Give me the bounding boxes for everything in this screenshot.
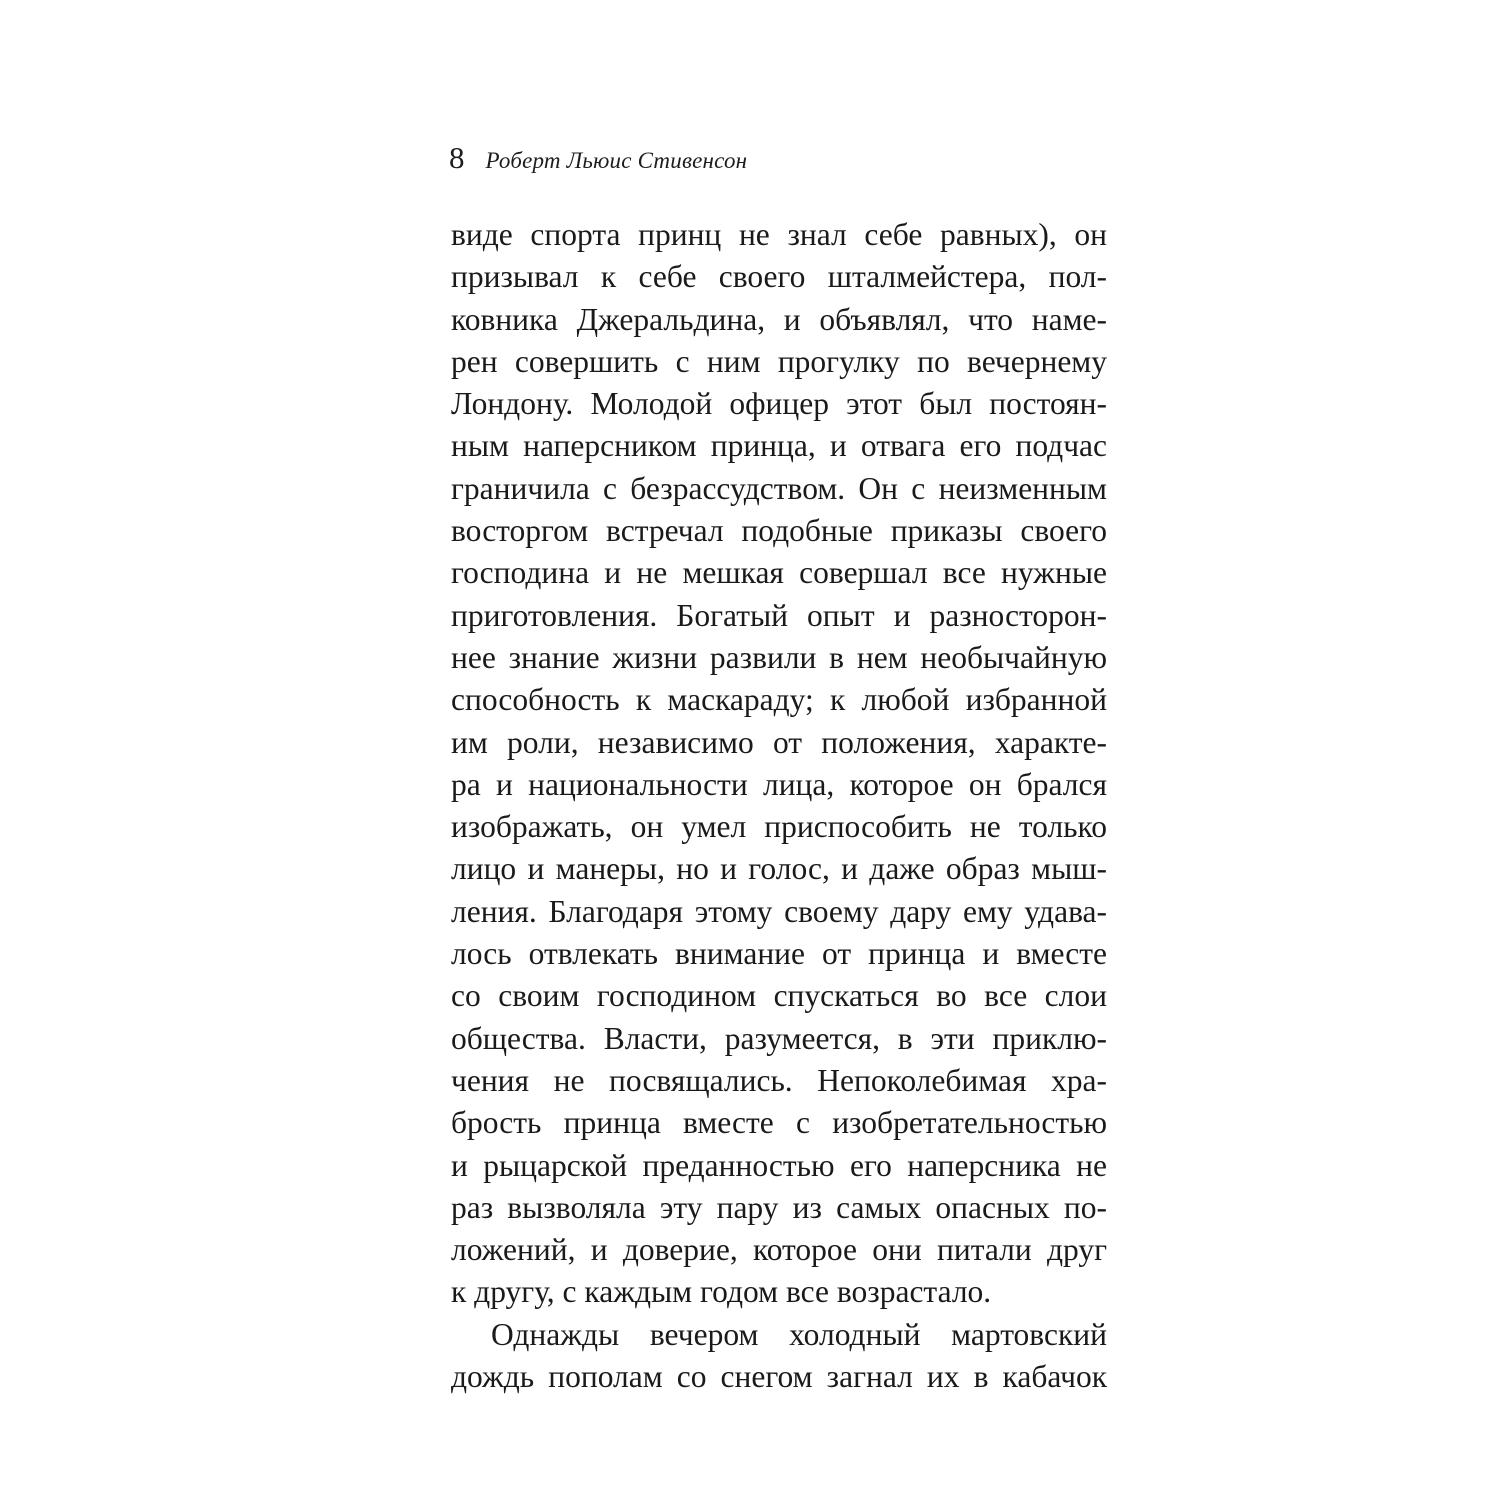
paragraph-last-line: к другу, с каждым годом все возрастало. [451, 1274, 992, 1310]
text-line: ления. Благодаря этому своему дару ему удава- [451, 893, 1107, 929]
text-line: господина и не мешкая совершал все нужные [451, 555, 1107, 591]
page-number: 8 [449, 140, 465, 175]
text-line: приготовления. Богатый опыт и разносторон- [451, 597, 1107, 633]
text-line: восторгом встречал подобные приказы своего [451, 513, 1107, 549]
text-line: рен совершить с ним прогулку по вечернему [451, 343, 1107, 379]
text-line: Лондону. Молодой офицер этот был постоян- [451, 386, 1107, 422]
text-line: лось отвлекать внимание от принца и вместе [451, 936, 1107, 972]
text-line: ложений, и доверие, которое они питали друг [451, 1232, 1107, 1268]
text-line: ра и национальности лица, которое он брался [451, 766, 1107, 802]
text-line: им роли, независимо от положения, характе- [451, 724, 1107, 760]
text-line: ным наперсником принца, и отвага его подчас [451, 428, 1107, 464]
text-line: способность к маскараду; к любой избранной [451, 682, 1107, 718]
body-text [451, 214, 1107, 1398]
running-head [449, 140, 747, 184]
text-line: чения не посвящались. Непоколебимая хра- [451, 1062, 1107, 1098]
text-line: раз вызволяла эту пару из самых опасных по- [451, 1189, 1107, 1225]
running-title: Роберт Льюис Стивенсон [485, 148, 748, 173]
text-line: дождь пополам со снегом загнал их в кабачок [451, 1359, 1107, 1395]
text-line: общества. Власти, разумеется, в эти приклю- [451, 1020, 1107, 1056]
text-line: ковника Джеральдина, и объявлял, что наме- [451, 301, 1107, 337]
text-line: брость принца вместе с изобретательностью [451, 1105, 1107, 1141]
text-line: лицо и манеры, но и голос, и даже образ мыш- [451, 851, 1107, 887]
text-line: граничила с безрассудством. Он с неизменным [451, 470, 1107, 506]
text-line: со своим господином спускаться во все слои [451, 978, 1107, 1014]
paragraph-first-line: Однажды вечером холодный мартовский [491, 1316, 1107, 1352]
text-line: виде спорта принц не знал себе равных), он [451, 217, 1107, 252]
text-line: и рыцарской преданностью его наперсника не [451, 1147, 1107, 1183]
text-line: изображать, он умел приспособить не только [451, 809, 1107, 845]
text-line: нее знание жизни развили в нем необычайную [451, 639, 1107, 675]
text-line: призывал к себе своего шталмейстера, пол- [451, 259, 1107, 295]
